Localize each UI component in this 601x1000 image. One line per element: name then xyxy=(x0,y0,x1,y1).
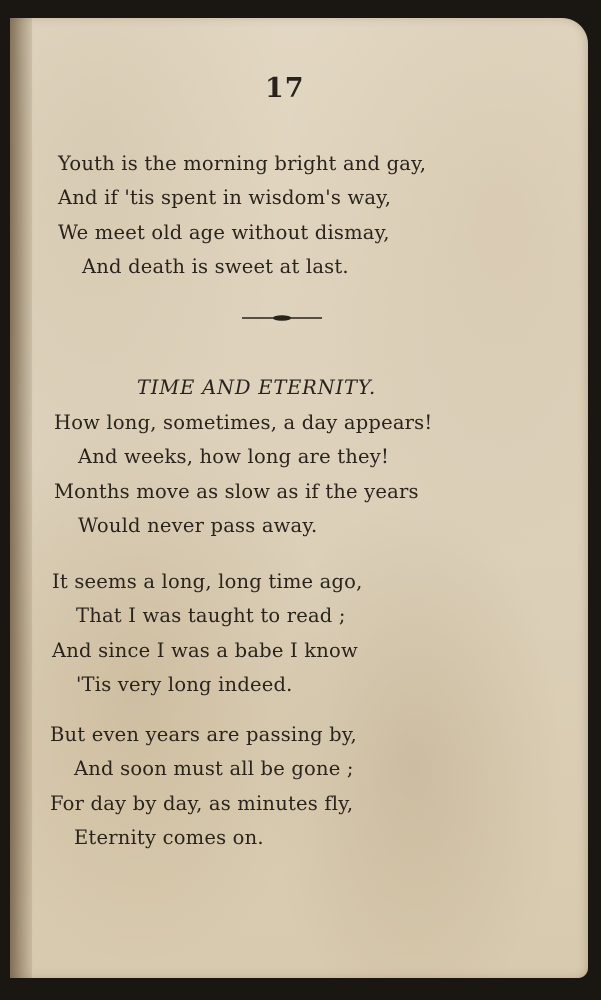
page-number: 17 xyxy=(265,73,305,104)
poem-line: For day by day, as minutes fly, xyxy=(50,792,354,815)
poem-line: 'Tis very long indeed. xyxy=(76,673,293,696)
poem-line: Youth is the morning bright and gay, xyxy=(58,152,427,175)
poem-line: And death is sweet at last. xyxy=(82,255,349,278)
poem-line: It seems a long, long time ago, xyxy=(52,570,363,593)
poem-line: Months move as slow as if the years xyxy=(54,480,419,503)
book-page xyxy=(10,18,588,978)
poem-line: And if 'tis spent in wisdom's way, xyxy=(58,186,392,209)
page-text xyxy=(10,18,588,978)
poem-line: Would never pass away. xyxy=(78,514,318,537)
poem-line: We meet old age without dismay, xyxy=(58,221,390,244)
poem-line: Eternity comes on. xyxy=(74,826,264,849)
poem-line: And soon must all be gone ; xyxy=(74,757,354,780)
poem-line: And weeks, how long are they! xyxy=(78,445,389,468)
poem-line: And since I was a babe I know xyxy=(52,639,358,662)
section-divider-ornament xyxy=(242,315,322,321)
poem-title: TIME AND ETERNITY. xyxy=(137,376,376,399)
poem-line: How long, sometimes, a day appears! xyxy=(54,411,433,434)
poem-line: But even years are passing by, xyxy=(50,723,357,746)
poem-line: That I was taught to read ; xyxy=(76,604,346,627)
